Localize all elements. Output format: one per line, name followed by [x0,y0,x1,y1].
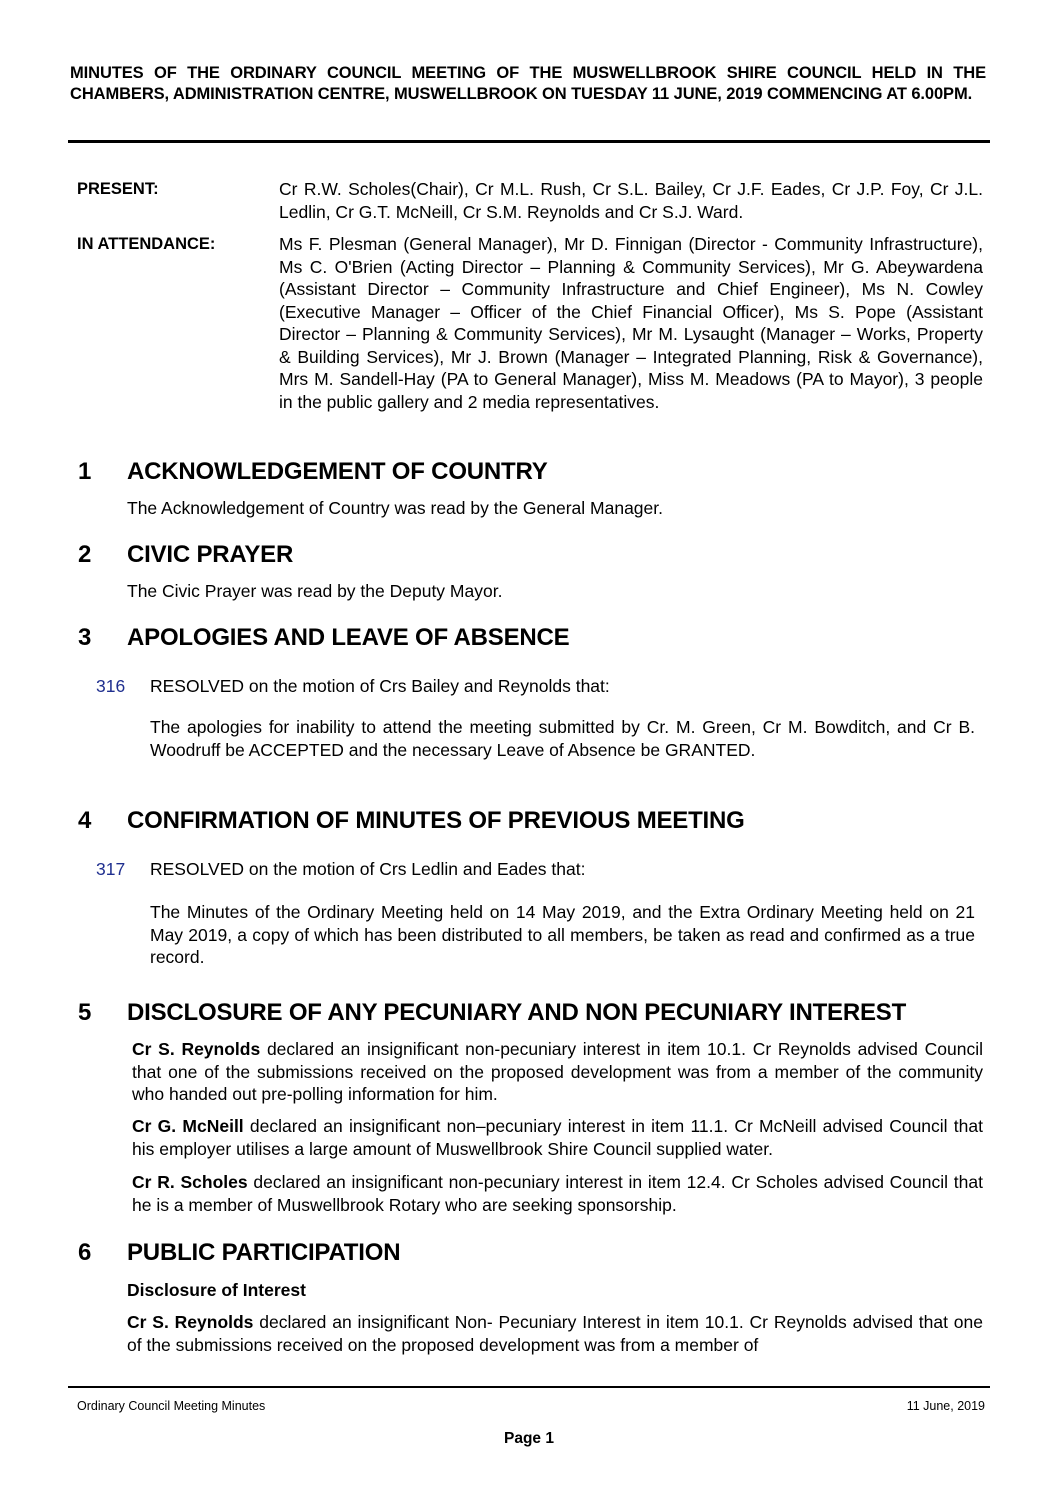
document-title: MINUTES OF THE ORDINARY COUNCIL MEETING OF THE MUSWELLBROOK SHIRE COUNCIL HELD IN THE CHAMBERS, ADMINISTRATION CENTRE, MUSWELLBROOK ON TUESDAY 11 JUNE, 2019 COMMENCING AT 6.00PM. [70,64,986,103]
disclosure-text-reynolds: declared an insignificant non-pecuniary interest in item 10.1. Cr Reynolds advised Council that one of the submissions received on the proposed development was from a member of the community who handed out pre-polling information for him. [132,1039,983,1104]
section-1-title: ACKNOWLEDGEMENT OF COUNTRY [127,458,548,485]
footer-date: 11 June, 2019 [906,1399,985,1413]
public-participation-paragraph [127,1311,983,1356]
resolution-317-motion: RESOLVED on the motion of Crs Ledlin and Eades that: [150,859,586,879]
present-text: Cr R.W. Scholes(Chair), Cr M.L. Rush, Cr S.L. Bailey, Cr J.F. Eades, Cr J.P. Foy, Cr J.L. Ledlin, Cr G.T. McNeill, Cr S.M. Reynolds and Cr S.J. Ward. [279,179,983,222]
section-4-number: 4 [78,807,92,834]
disclosure-name-reynolds: Cr S. Reynolds [132,1039,261,1059]
disclosure-paragraph-scholes [132,1171,983,1216]
section-2-text: The Civic Prayer was read by the Deputy Mayor. [127,581,503,601]
section-5-number: 5 [78,999,92,1026]
section-5-title: DISCLOSURE OF ANY PECUNIARY AND NON PECUNIARY INTEREST [127,999,907,1026]
section-3-number: 3 [78,624,92,651]
section-2-number: 2 [78,541,92,568]
section-6-title: PUBLIC PARTICIPATION [127,1239,401,1266]
public-participation-name: Cr S. Reynolds [127,1312,254,1332]
resolution-316-motion: RESOLVED on the motion of Crs Bailey and Reynolds that: [150,676,610,696]
section-6-number: 6 [78,1239,92,1266]
disclosure-name-scholes: Cr R. Scholes [132,1172,248,1192]
disclosure-paragraph-mcneill [132,1115,983,1160]
in-attendance-label: IN ATTENDANCE: [77,235,216,253]
disclosure-of-interest-heading: Disclosure of Interest [127,1280,306,1300]
page-number: Page 1 [504,1430,554,1447]
footer-divider [68,1386,990,1388]
header-divider [68,140,990,143]
section-3-title: APOLOGIES AND LEAVE OF ABSENCE [127,624,570,651]
present-label: PRESENT: [77,180,159,198]
resolution-317-number: 317 [96,859,126,879]
resolution-317-body: The Minutes of the Ordinary Meeting held on 14 May 2019, and the Extra Ordinary Meeting held on 21 May 2019, a copy of which has been distributed to all members, be taken as read and confirmed as a true record. [150,902,975,967]
in-attendance-text: Ms F. Plesman (General Manager), Mr D. Finnigan (Director - Community Infrastructure), Ms C. O'Brien (Acting Director – Planning & Community Services), Mr G. Abeywardena (Assistant Director – Community Infrastructure and Chief Engineer), Ms N. Cowley (Executive Manager – Officer of the Chief Financial Officer), Ms S. Pope (Assistant Director – Planning & Community Services), Mr M. Lysaught (Manager – Works, Property & Building Services), Mr J. Brown (Manager – Integrated Planning, Risk & Governance), Mrs M. Sandell-Hay (PA to General Manager), Miss M. Meadows (PA to Mayor), 3 people in the public gallery and 2 media representatives. [279,234,983,412]
disclosure-name-mcneill: Cr G. McNeill [132,1116,244,1136]
disclosure-text-mcneill: declared an insignificant non–pecuniary interest in item 11.1. Cr McNeill advised Council that his employer utilises a large amount of Muswellbrook Shire Council supplied water. [132,1116,983,1159]
section-1-text: The Acknowledgement of Country was read by the General Manager. [127,498,663,518]
disclosure-text-scholes: declared an insignificant non-pecuniary interest in item 12.4. Cr Scholes advised Council that he is a member of Muswellbrook Rotary who are seeking sponsorship. [132,1172,983,1215]
disclosure-paragraph-reynolds [132,1038,983,1106]
section-4-title: CONFIRMATION OF MINUTES OF PREVIOUS MEETING [127,807,745,834]
public-participation-text: declared an insignificant Non- Pecuniary Interest in item 10.1. Cr Reynolds advised that one of the submissions received on the proposed development was from a member of [127,1312,983,1355]
section-2-title: CIVIC PRAYER [127,541,294,568]
resolution-316-number: 316 [96,676,126,696]
resolution-316-body: The apologies for inability to attend the meeting submitted by Cr. M. Green, Cr M. Bowditch, and Cr B. Woodruff be ACCEPTED and the necessary Leave of Absence be GRANTED. [150,717,975,760]
section-1-number: 1 [78,458,92,485]
footer-document-name: Ordinary Council Meeting Minutes [77,1399,266,1413]
